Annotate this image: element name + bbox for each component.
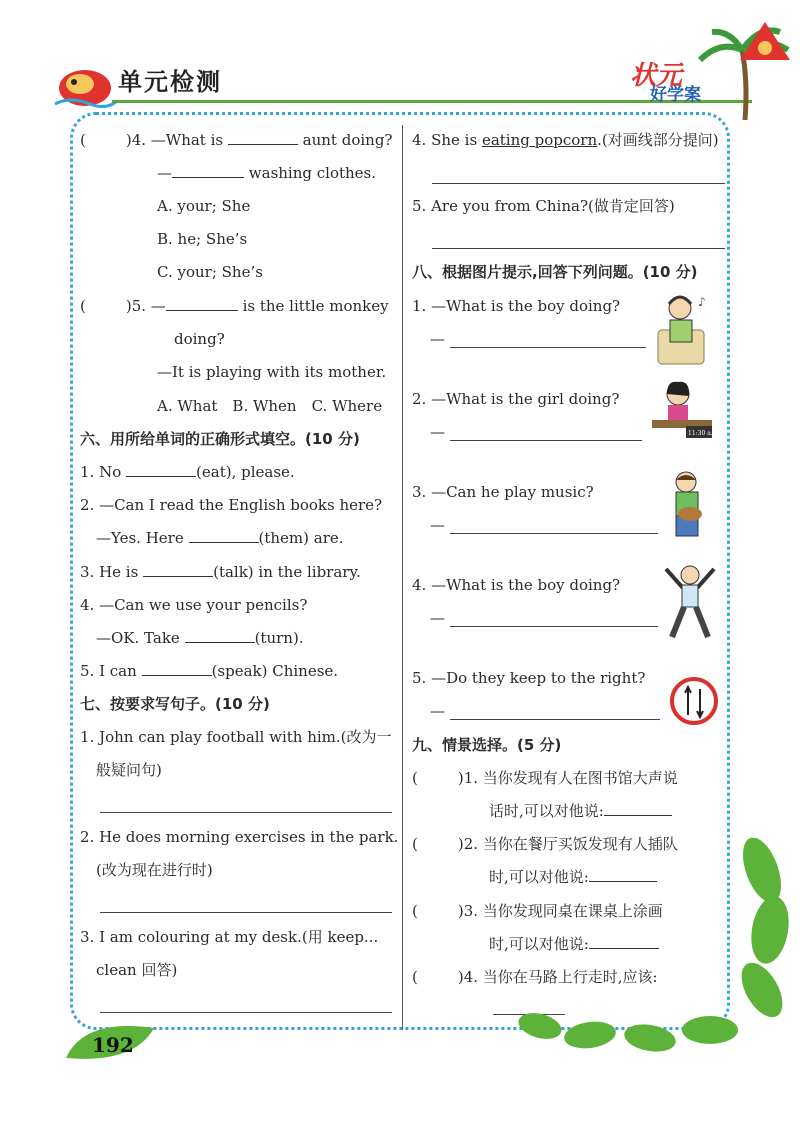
palm-tree-icon [690,20,800,120]
answer-line[interactable] [450,440,642,441]
brand-logo-text: 状元 [630,61,683,91]
mascot-illustration [50,58,120,114]
fill-item-4: 4. —Can we use your pencils? [80,596,308,614]
answer-line[interactable] [450,347,646,348]
picture-question-1: 1. —What is the boy doing? [412,297,621,315]
scenario-item-4: ( )4. 当你在马路上行走时,应该: [412,968,658,986]
rewrite-item-5: 5. Are you from China?(做肯定回答) [412,197,675,215]
brand-logo-subtext: 好学案 [650,85,701,105]
rewrite-item-1: 1. John can play football with him.(改为一 [80,728,392,746]
choice-item-5-line2: doing? [174,330,225,348]
answer-line[interactable] [432,248,725,249]
scenario-item-3-line2: 时,可以对他说: [489,934,659,954]
scenario-item-3: ( )3. 当你发现同桌在课桌上涂画 [412,902,663,920]
section-8-title: 八、根据图片提示,回答下列问题。(10 分) [412,263,698,281]
section-6-title: 六、用所给单词的正确形式填空。(10 分) [80,430,360,448]
boy-playing-guitar-image [664,470,714,542]
fill-item-2: 2. —Can I read the English books here? [80,496,383,514]
rewrite-item-3-line2: clean 回答) [96,961,178,979]
picture-question-4: 4. —What is the boy doing? [412,576,621,594]
page-number: 192 [92,1033,134,1057]
answer-line[interactable] [450,719,660,720]
fill-item-4-answer: —OK. Take (turn). [96,629,304,647]
answer-line[interactable] [450,533,658,534]
boy-listening-music-image [652,290,714,368]
answer-dash: — [430,423,445,441]
fill-item-5: 5. I can (speak) Chinese. [80,662,339,680]
choice-item-5-line3: —It is playing with its mother. [157,363,387,381]
column-divider [402,125,403,1030]
page-title: 单元检测 [118,68,222,96]
answer-line[interactable] [100,912,392,913]
answer-line[interactable] [100,1012,392,1013]
answer-line[interactable] [100,812,392,813]
rewrite-item-3: 3. I am colouring at my desk.(用 keep... [80,928,379,946]
rewrite-item-2: 2. He does morning exercises in the park. [80,828,399,846]
choice-item-4: ( )4. —What is aunt doing? [80,131,393,149]
picture-question-2: 2. —What is the girl doing? [412,390,620,408]
rewrite-item-1-line2: 般疑问句) [96,761,162,779]
answer-dash: — [430,702,445,720]
answer-dash: — [430,330,445,348]
choice-item-4-line2: — washing clothes. [157,164,377,182]
scenario-item-2-line2: 时,可以对他说: [489,867,657,887]
fill-item-2-answer: —Yes. Here (them) are. [96,529,344,547]
section-7-title: 七、按要求写句子。(10 分) [80,695,270,713]
clock-label: 11:30 a.m. [688,430,721,437]
scenario-item-1: ( )1. 当你发现有人在图书馆大声说 [412,769,678,787]
rewrite-item-2-line2: (改为现在进行时) [96,861,213,879]
fill-item-3: 3. He is (talk) in the library. [80,563,361,581]
choice-item-5: ( )5. — is the little monkey [80,297,389,315]
svg-text:♪: ♪ [698,295,706,309]
picture-question-3: 3. —Can he play music? [412,483,594,501]
section-9-title: 九、情景选择。(5 分) [412,736,562,754]
leaves-decoration [500,830,800,1060]
option-a: A. your; She [157,197,251,215]
answer-dash: — [430,609,445,627]
boy-doing-exercise-image [664,563,716,641]
answer-line[interactable] [432,183,725,184]
girl-eating-image [650,378,721,440]
no-right-turn-sign-icon [668,673,720,729]
rewrite-item-4: 4. She is eating popcorn.(对画线部分提问) [412,131,719,149]
answer-line[interactable] [450,626,658,627]
fill-item-1: 1. No (eat), please. [80,463,295,481]
choice-item-5-options: A. What B. When C. Where [157,397,383,415]
option-b: B. he; She’s [157,230,248,248]
scenario-item-1-line2: 话时,可以对他说: [489,801,672,821]
scenario-item-2: ( )2. 当你在餐厅买饭发现有人插队 [412,835,678,853]
answer-dash: — [430,516,445,534]
option-c: C. your; She’s [157,263,263,281]
picture-question-5: 5. —Do they keep to the right? [412,669,646,687]
